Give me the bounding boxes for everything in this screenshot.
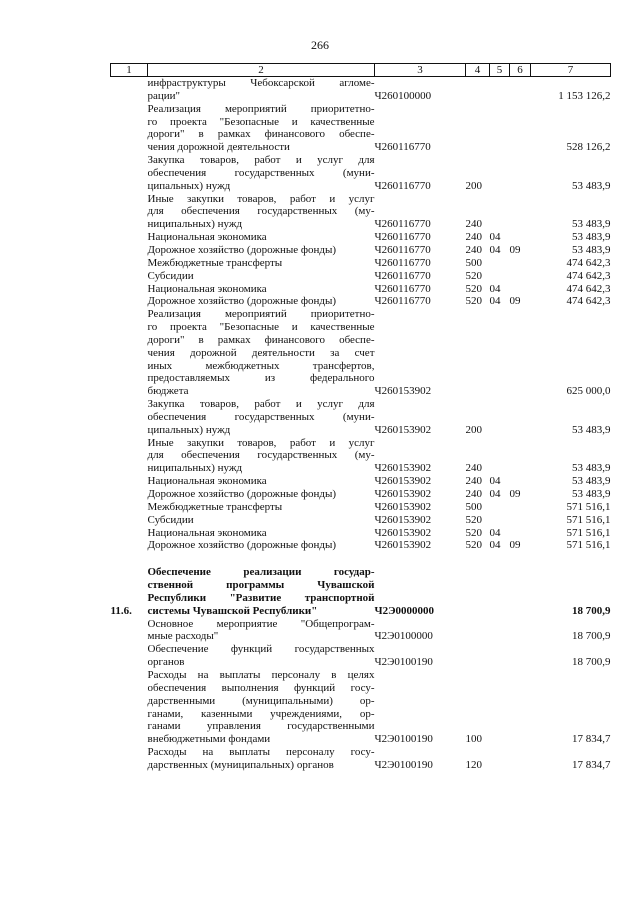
- subsection: 09: [509, 243, 521, 256]
- table-row: [111, 308, 611, 398]
- section: [490, 257, 510, 270]
- row-name-line: внебюджетными фондами: [147, 733, 271, 746]
- row-name-line: Обеспечение реализации государ-: [147, 566, 375, 579]
- expense-type: 500: [465, 256, 482, 269]
- expense-type: 240: [465, 488, 482, 500]
- expense-type: 240: [465, 475, 482, 488]
- row-name: [148, 103, 375, 154]
- row-number: 11.6.: [110, 604, 132, 617]
- row-number: [111, 283, 148, 296]
- row-name-line: дороги" в рамках финансового обеспе-: [147, 333, 375, 346]
- row-name-line: органов: [147, 656, 185, 669]
- amount: 474 642,3: [566, 256, 611, 269]
- row-name-line: Реализация мероприятий приоритетно-: [147, 102, 375, 115]
- table-row: [111, 154, 611, 193]
- table-row: [111, 669, 611, 746]
- subsection: [510, 475, 531, 488]
- row-name-line: обеспечения государственных (муни-: [147, 166, 375, 179]
- expense-type: 240: [465, 218, 482, 231]
- target-code: Ч260100000: [374, 89, 432, 102]
- row-number: [111, 295, 148, 308]
- row-name: [148, 398, 375, 437]
- header-col-7: 7: [531, 64, 611, 77]
- amount: 625 000,0: [566, 385, 611, 398]
- row-name-line: Национальная экономика: [147, 475, 267, 488]
- row-name-line: Основное мероприятие "Общепрограм-: [147, 617, 375, 630]
- section: [490, 514, 510, 527]
- table-row: [111, 295, 611, 308]
- page-number: 266: [311, 38, 329, 52]
- row-name-line: ципальных) нужд: [147, 179, 231, 192]
- table-row: [111, 270, 611, 283]
- row-number: [111, 154, 148, 193]
- row-number: [111, 193, 148, 232]
- row-number: [111, 270, 148, 283]
- row-name: [148, 514, 375, 527]
- subsection: [510, 566, 531, 617]
- header-col-6: 6: [510, 64, 531, 77]
- table-row: [111, 475, 611, 488]
- row-name-line: обеспечения государственных (муни-: [147, 410, 375, 423]
- table-row: [111, 77, 611, 103]
- row-name-line: ниципальных) нужд: [147, 462, 243, 475]
- row-name-line: предоставляемых из федерального: [147, 372, 375, 385]
- subsection: [510, 231, 531, 244]
- subsection: [510, 437, 531, 476]
- target-code: Ч260116770: [374, 218, 431, 231]
- row-name-line: Субсидии: [147, 513, 194, 526]
- target-code: Ч260116770: [374, 256, 431, 269]
- expense-type: [466, 77, 490, 103]
- row-name: [148, 566, 375, 617]
- amount: 571 516,1: [566, 513, 611, 526]
- target-code: Ч2Э0100190: [374, 758, 433, 771]
- subsection: 09: [509, 539, 521, 552]
- expense-type: 520: [465, 513, 482, 526]
- row-name-line: Межбюджетные трансферты: [147, 500, 283, 513]
- target-code: Ч260116770: [374, 243, 431, 256]
- header-col-1: 1: [111, 64, 148, 77]
- row-number: [111, 618, 148, 644]
- row-name: [148, 283, 375, 296]
- expense-type: 200: [465, 179, 482, 192]
- target-code: Ч2Э0100190: [374, 733, 433, 746]
- subsection: [510, 514, 531, 527]
- expense-type: 520: [465, 539, 482, 552]
- subsection: [510, 103, 531, 154]
- amount: 18 700,9: [572, 656, 611, 669]
- row-number: [111, 527, 148, 540]
- section: [490, 398, 510, 437]
- row-name-line: рации": [147, 89, 181, 102]
- row-name: [148, 244, 375, 257]
- row-name-line: бюджета: [147, 385, 189, 398]
- amount: 17 834,7: [572, 758, 611, 771]
- expense-type: 520: [465, 526, 482, 539]
- expense-type: 520: [465, 269, 482, 282]
- row-name: [148, 618, 375, 644]
- subsection: [510, 643, 531, 669]
- amount: 528 126,2: [566, 141, 611, 154]
- row-name-line: мные расходы": [147, 630, 219, 643]
- table-row: [111, 618, 611, 644]
- amount: 474 642,3: [566, 282, 611, 295]
- target-code: Ч260116770: [374, 179, 431, 192]
- row-number: [111, 514, 148, 527]
- amount: 53 483,9: [572, 423, 611, 436]
- row-number: [111, 103, 148, 154]
- table-row: [111, 527, 611, 540]
- spacer-row: [111, 552, 611, 566]
- header-col-4: 4: [466, 64, 490, 77]
- row-name-line: го проекта "Безопасные и качественные: [147, 321, 375, 334]
- amount: 53 483,9: [572, 475, 611, 488]
- budget-table: [110, 63, 611, 772]
- header-col-5: 5: [490, 64, 510, 77]
- section: [490, 746, 510, 772]
- row-name: [148, 501, 375, 514]
- target-code: Ч2Э0100000: [374, 630, 433, 643]
- target-code: Ч2Э0100190: [374, 656, 433, 669]
- amount: 571 516,1: [566, 526, 611, 539]
- target-code: Ч260153902: [374, 385, 432, 398]
- row-number: [111, 539, 148, 552]
- section: [490, 154, 510, 193]
- row-name: [148, 295, 375, 308]
- amount: 53 483,9: [572, 231, 611, 244]
- table-row: [111, 103, 611, 154]
- section: [490, 308, 510, 398]
- section: 04: [489, 295, 501, 308]
- amount: 53 483,9: [572, 243, 611, 256]
- target-code: Ч260153902: [374, 462, 432, 475]
- row-name-line: ганами, казенными учреждениями, ор-: [147, 707, 375, 720]
- row-name-line: ственной программы Чувашской: [147, 579, 375, 592]
- amount: 17 834,7: [572, 733, 611, 746]
- row-name-line: дарственных (муниципальных) органов: [147, 758, 334, 771]
- expense-type: 520: [465, 295, 482, 308]
- row-number: [111, 231, 148, 244]
- expense-type: [466, 618, 490, 644]
- table-row: [111, 437, 611, 476]
- row-name-line: инфраструктуры Чебоксарской агломе-: [147, 77, 375, 89]
- row-name-line: ганами управления государственными: [147, 720, 375, 733]
- row-name: [148, 437, 375, 476]
- row-name: [148, 154, 375, 193]
- row-name: [148, 308, 375, 398]
- row-name: [148, 539, 375, 552]
- amount: 53 483,9: [572, 179, 611, 192]
- expense-type: 500: [465, 500, 482, 513]
- expense-type: [466, 643, 490, 669]
- row-name-line: Расходы на выплаты персоналу госу-: [147, 746, 375, 759]
- row-name-line: ципальных) нужд: [147, 423, 231, 436]
- row-name-line: ниципальных) нужд: [147, 218, 243, 231]
- row-number: [111, 398, 148, 437]
- row-name: [148, 231, 375, 244]
- section: [490, 77, 510, 103]
- subsection: [510, 527, 531, 540]
- amount: 571 516,1: [566, 539, 611, 552]
- row-number: [111, 475, 148, 488]
- row-number: [111, 244, 148, 257]
- subsection: [510, 501, 531, 514]
- section: [490, 501, 510, 514]
- target-code: Ч260153902: [374, 423, 432, 436]
- row-name-line: Обеспечение функций государственных: [147, 643, 375, 656]
- target-code: Ч260153902: [374, 539, 432, 552]
- table-row: [111, 566, 611, 617]
- section: 04: [489, 488, 501, 500]
- subsection: [510, 193, 531, 232]
- subsection: [510, 283, 531, 296]
- subsection: [510, 270, 531, 283]
- table-row: [111, 746, 611, 772]
- row-name-line: Закупка товаров, работ и услуг для: [147, 154, 375, 167]
- target-code: Ч260153902: [374, 488, 432, 500]
- section: [490, 437, 510, 476]
- target-code: Ч260116770: [374, 295, 431, 308]
- table-row: [111, 501, 611, 514]
- row-name: [148, 193, 375, 232]
- row-name-line: дороги" в рамках финансового обеспе-: [147, 128, 375, 141]
- row-name-line: Субсидии: [147, 269, 194, 282]
- table-row: [111, 257, 611, 270]
- row-name: [148, 669, 375, 746]
- row-number: [111, 488, 148, 501]
- expense-type: [466, 308, 490, 398]
- row-name-line: Дорожное хозяйство (дорожные фонды): [147, 488, 337, 500]
- subsection: [510, 308, 531, 398]
- expense-type: 200: [465, 423, 482, 436]
- expense-type: 240: [465, 462, 482, 475]
- row-number: [111, 77, 148, 103]
- table-row: [111, 488, 611, 501]
- expense-type: [466, 566, 490, 617]
- row-name-line: Межбюджетные трансферты: [147, 256, 283, 269]
- section: 04: [489, 282, 501, 295]
- subsection: [510, 257, 531, 270]
- row-name-line: системы Чувашской Республики": [147, 604, 318, 617]
- subsection: 09: [509, 295, 521, 308]
- subsection: [510, 746, 531, 772]
- row-number: [111, 257, 148, 270]
- row-name-line: для обеспечения государственных (му-: [147, 205, 375, 218]
- expense-type: 100: [465, 733, 482, 746]
- row-number: [111, 437, 148, 476]
- row-number: [111, 308, 148, 398]
- amount: 18 700,9: [572, 630, 611, 643]
- amount: 53 483,9: [572, 218, 611, 231]
- table-row: [111, 539, 611, 552]
- row-name-line: дарственными (муниципальными) ор-: [147, 694, 375, 707]
- expense-type: 520: [465, 282, 482, 295]
- header-col-3: 3: [375, 64, 466, 77]
- amount: 53 483,9: [572, 462, 611, 475]
- table-row: [111, 283, 611, 296]
- subsection: [510, 669, 531, 746]
- section: 04: [489, 231, 501, 244]
- row-name-line: обеспечения выполнения функций госу-: [147, 681, 375, 694]
- row-name-line: для обеспечения государственных (му-: [147, 449, 375, 462]
- table-body: [111, 77, 611, 772]
- row-name-line: иных межбюджетных трансфертов,: [147, 359, 375, 372]
- row-name-line: чения дорожной деятельности за счет: [147, 346, 375, 359]
- row-name: [148, 257, 375, 270]
- target-code: Ч260153902: [374, 513, 432, 526]
- amount: 1 153 126,2: [558, 89, 611, 102]
- amount: 474 642,3: [566, 295, 611, 308]
- row-name-line: Национальная экономика: [147, 282, 267, 295]
- row-name: [148, 77, 375, 103]
- section: [490, 643, 510, 669]
- section: [490, 270, 510, 283]
- row-name: [148, 527, 375, 540]
- table-row: [111, 231, 611, 244]
- section: 04: [489, 539, 501, 552]
- expense-type: 120: [465, 758, 482, 771]
- row-number: [111, 669, 148, 746]
- target-code: Ч260153902: [374, 500, 432, 513]
- target-code: Ч260116770: [374, 282, 431, 295]
- row-number: [111, 501, 148, 514]
- expense-type: 240: [465, 243, 482, 256]
- row-name: [148, 488, 375, 501]
- section: 04: [489, 475, 501, 488]
- amount: 53 483,9: [572, 488, 611, 500]
- row-name: [148, 746, 375, 772]
- target-code: Ч2Э0000000: [374, 604, 435, 617]
- table-row: [111, 398, 611, 437]
- header-col-2: 2: [148, 64, 375, 77]
- row-name: [148, 475, 375, 488]
- row-name-line: Иные закупки товаров, работ и услуг: [147, 436, 375, 449]
- subsection: [510, 398, 531, 437]
- row-name-line: чения дорожной деятельности: [147, 141, 290, 154]
- subsection: [510, 77, 531, 103]
- row-name-line: Дорожное хозяйство (дорожные фонды): [147, 539, 337, 552]
- row-name-line: Реализация мероприятий приоритетно-: [147, 308, 375, 321]
- row-name-line: Дорожное хозяйство (дорожные фонды): [147, 295, 337, 308]
- section: [490, 103, 510, 154]
- row-name: [148, 643, 375, 669]
- table-row: [111, 643, 611, 669]
- header-row: [111, 64, 611, 77]
- row-name-line: Иные закупки товаров, работ и услуг: [147, 192, 375, 205]
- expense-type: 240: [465, 231, 482, 244]
- section: [490, 618, 510, 644]
- subsection: 09: [509, 488, 521, 500]
- row-name-line: Расходы на выплаты персоналу в целях: [147, 668, 375, 681]
- row-number: [111, 643, 148, 669]
- spacer-cell: [111, 552, 611, 566]
- target-code: Ч260116770: [374, 141, 431, 154]
- amount: 474 642,3: [566, 269, 611, 282]
- table-row: [111, 514, 611, 527]
- table-header: [111, 64, 611, 77]
- subsection: [510, 618, 531, 644]
- target-code: Ч260153902: [374, 475, 432, 488]
- table-row: [111, 244, 611, 257]
- section: 04: [489, 526, 501, 539]
- section: [490, 669, 510, 746]
- row-number: [111, 746, 148, 772]
- row-name: [148, 270, 375, 283]
- amount: 571 516,1: [566, 500, 611, 513]
- section: [490, 193, 510, 232]
- section: [490, 566, 510, 617]
- row-name-line: Закупка товаров, работ и услуг для: [147, 398, 375, 411]
- row-name-line: го проекта "Безопасные и качественные: [147, 115, 375, 128]
- row-name-line: Дорожное хозяйство (дорожные фонды): [147, 243, 337, 256]
- subsection: [510, 154, 531, 193]
- section: 04: [489, 243, 501, 256]
- row-name-line: Национальная экономика: [147, 231, 267, 244]
- row-name-line: Республики "Развитие транспортной: [147, 591, 375, 604]
- amount: 18 700,9: [572, 604, 611, 617]
- target-code: Ч260116770: [374, 231, 431, 244]
- expense-type: [466, 103, 490, 154]
- target-code: Ч260153902: [374, 526, 432, 539]
- table-row: [111, 193, 611, 232]
- target-code: Ч260116770: [374, 269, 431, 282]
- row-name-line: Национальная экономика: [147, 526, 267, 539]
